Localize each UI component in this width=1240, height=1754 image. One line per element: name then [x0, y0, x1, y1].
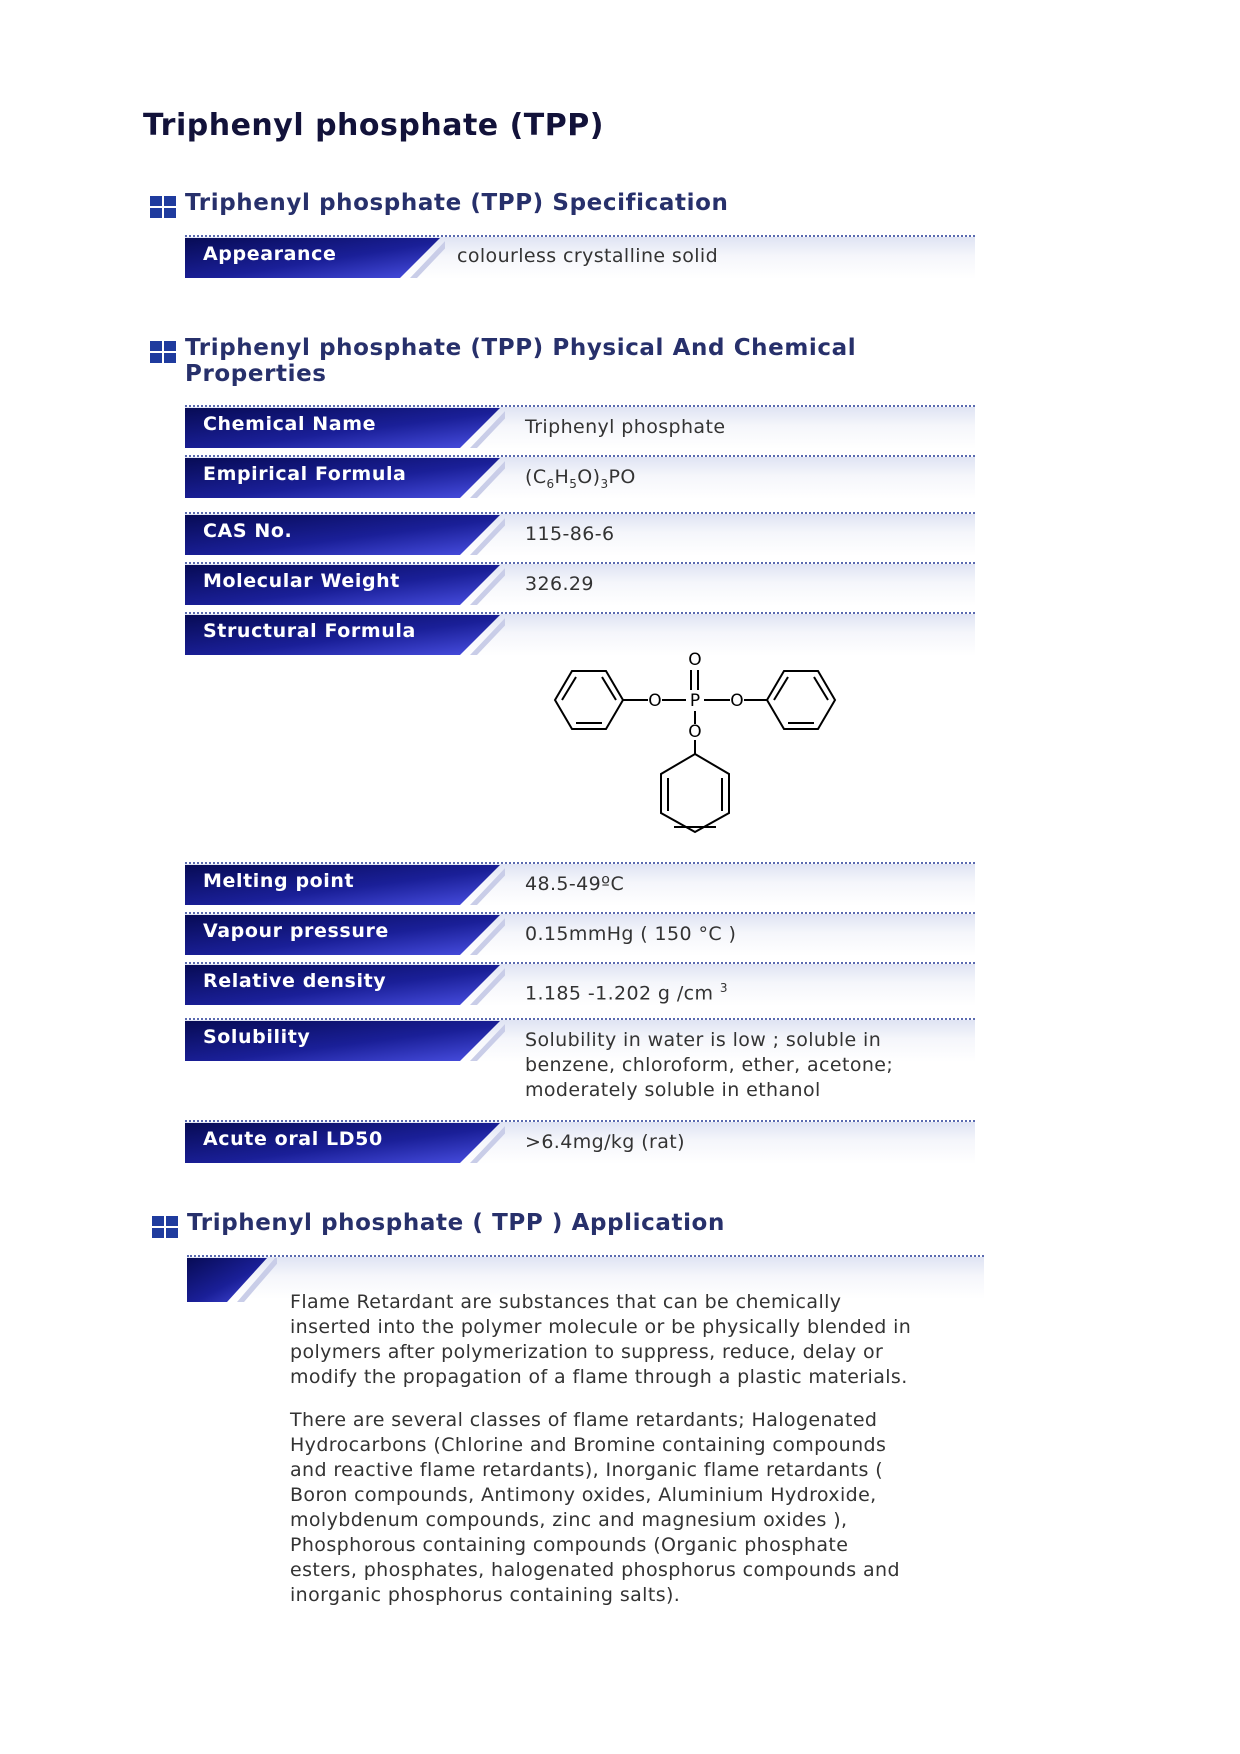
bullet-squares-icon: [152, 1216, 180, 1238]
row-value: 1.185 -1.202 g /cm $^3$: [525, 981, 728, 1005]
row-value: Solubility in water is low ; soluble in benzene, chloroform, ether, acetone; moderately soluble in ethanol: [525, 1029, 894, 1101]
application-text: [290, 1290, 990, 1626]
row-value: 326.29: [525, 573, 594, 595]
bullet-squares-icon: [150, 196, 178, 218]
application-paragraph-1: Flame Retardant are substances that can be chemically inserted into the polymer molecule or be physically blended in polymers after polymerization to suppress, reduce, delay or modify the propagation of a flame through a plastic materials.: [290, 1291, 912, 1388]
structural-formula-diagram: [540, 650, 860, 840]
oxygen-right-atom: O: [730, 691, 744, 711]
row-value: 115-86-6: [525, 523, 615, 545]
section-title: Triphenyl phosphate (TPP) Physical And Chemical: [185, 335, 857, 361]
row-value: colourless crystalline solid: [457, 245, 719, 267]
section-heading-properties: [150, 335, 910, 387]
section-heading-specification: [150, 190, 910, 216]
section-heading-application: [152, 1210, 912, 1236]
row-value: $(C_6H_5O)_3PO$: [525, 466, 636, 491]
row-value: >6.4mg/kg (rat): [525, 1131, 685, 1153]
application-paragraph-2: There are several classes of flame retardants; Halogenated Hydrocarbons (Chlorine and Bromine containing compounds and reactive flame retardants), Inorganic flame retardants ( Boron compounds, Antimony oxides, Aluminium Hydroxide, molybdenum compounds, zinc and magnesium oxides ), Phosphorous containing compounds (Organic phosphate esters, phosphates, halogenated phosphorus compounds and inorganic phosphorus containing salts).: [290, 1409, 900, 1606]
section-title-cont: Properties: [185, 361, 327, 387]
oxygen-left-atom: O: [648, 691, 662, 711]
page-title: Triphenyl phosphate (TPP): [143, 108, 604, 143]
oxygen-bottom-atom: O: [688, 722, 702, 742]
row-value: Triphenyl phosphate: [525, 416, 726, 438]
section-title: Triphenyl phosphate ( TPP ) Application: [187, 1210, 725, 1236]
row-value: 48.5-49ºC: [525, 873, 625, 895]
phosphorus-atom: P: [689, 691, 701, 711]
row-value: 0.15mmHg ( 150 °C ): [525, 923, 737, 945]
section-title: Triphenyl phosphate (TPP) Specification: [185, 190, 729, 216]
oxygen-top-atom: O: [688, 650, 702, 670]
bullet-squares-icon: [150, 341, 178, 363]
